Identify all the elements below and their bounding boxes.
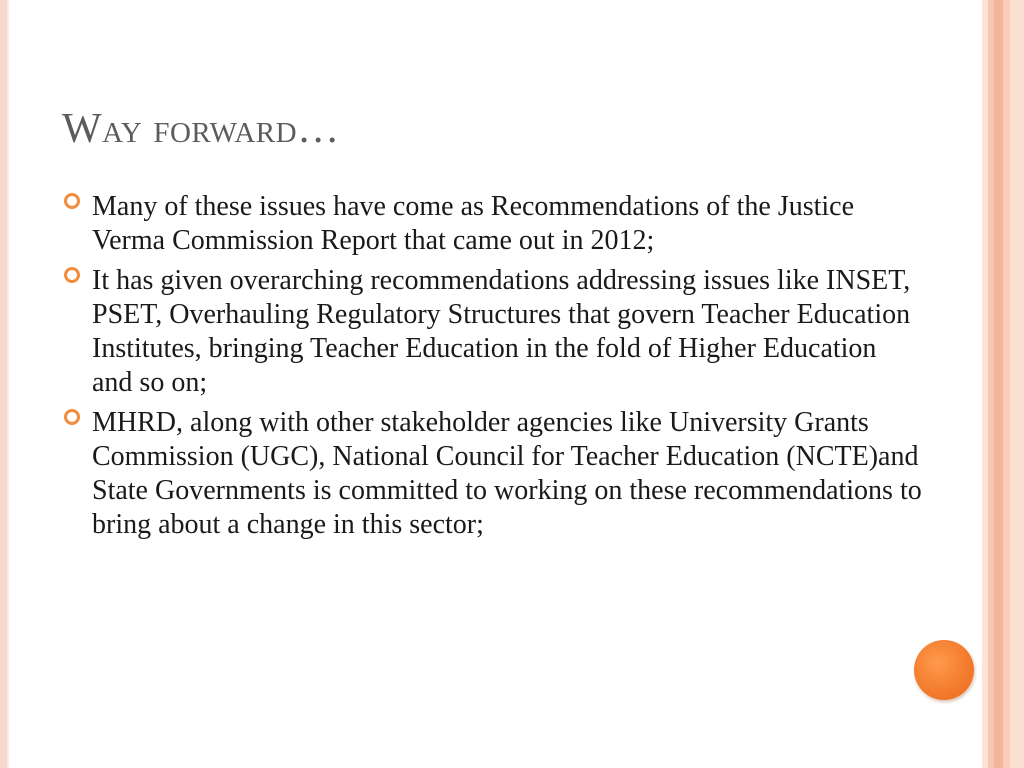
hollow-circle-bullet-icon <box>64 267 80 283</box>
bullet-text: It has given overarching recommendations addressing issues like INSET, PSET, Overhauling Regulatory Structures that govern Teacher Education Institutes, bringing Teacher Education in the fold of Higher Education and so on; <box>92 265 911 398</box>
orange-circle-decoration <box>914 640 974 700</box>
left-border-inner <box>7 0 9 768</box>
hollow-circle-bullet-icon <box>64 193 80 209</box>
hollow-circle-bullet-icon <box>64 409 80 425</box>
slide-title: Way forward… <box>62 106 340 152</box>
bullet-item <box>62 406 922 542</box>
right-stripe-4 <box>1003 0 1010 768</box>
bullet-text: Many of these issues have come as Recommendations of the Justice Verma Commission Report that came out in 2012; <box>92 191 855 256</box>
left-border <box>0 0 7 768</box>
right-stripe-5 <box>1010 0 1024 768</box>
right-stripe-3 <box>994 0 1003 768</box>
bullet-text: MHRD, along with other stakeholder agencies like University Grants Commission (UGC), National Council for Teacher Education (NCTE)and State Governments is committed to working on these recommendations to bring about a change in this sector; <box>92 407 922 540</box>
bullet-item <box>62 190 922 258</box>
bullet-item <box>62 264 922 400</box>
bullet-list <box>62 190 922 548</box>
